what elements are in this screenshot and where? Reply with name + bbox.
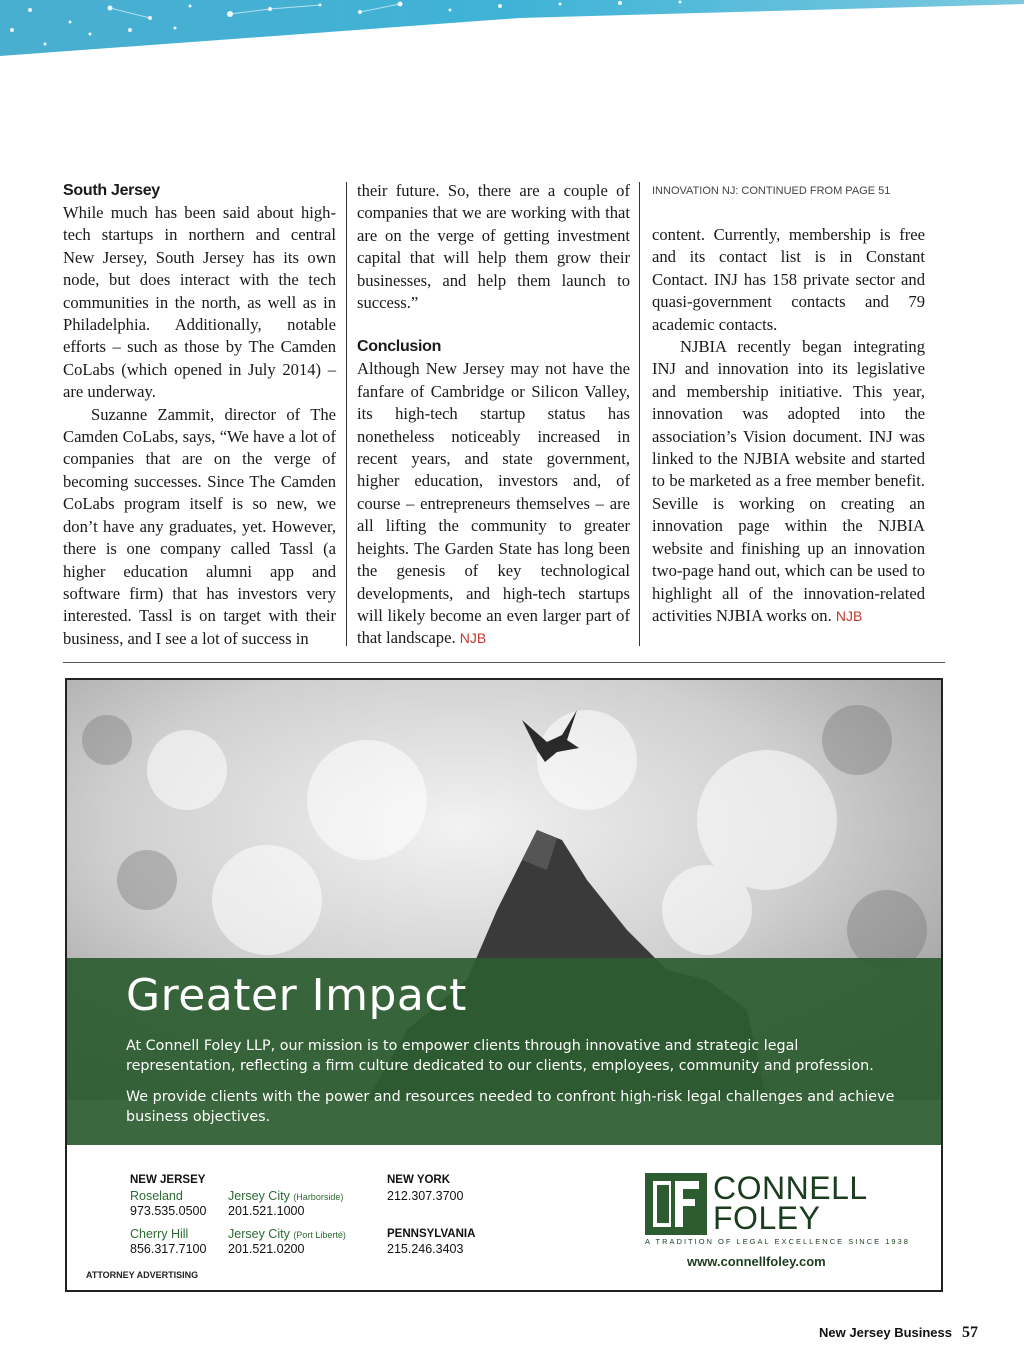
article-column-3	[652, 180, 925, 627]
logo-tagline: A TRADITION OF LEGAL EXCELLENCE SINCE 1938	[645, 1237, 910, 1246]
office-phone: 201.521.1000	[228, 1204, 305, 1218]
ad-body-text: At Connell Foley LLP, our mission is to empower clients through innovative and strategic legal representation, reflecting a firm culture dedicated to our clients, employees, community and profession.	[126, 1038, 874, 1074]
office-phone: 973.535.0500	[130, 1204, 207, 1218]
office-phone: 212.307.3700	[387, 1189, 464, 1203]
paragraph-text: NJBIA recently began integrating INJ and innovation into its legislative and membership initiative. This year, innovation was adopted into the association’s Vision document. INJ was linked to the NJBIA website and started to be marketed as a free member benefit. Seville is working on creating an innovation page within the NJBIA website and finishing up an innovation two-page hand out, which can be used to highlight all of the innovation-related activities NJBIA works on.	[652, 337, 925, 625]
region-label: NEW YORK	[387, 1174, 451, 1186]
office-city: Roseland	[130, 1189, 183, 1203]
end-mark: NJB	[835, 607, 863, 624]
decorative-banner	[0, 0, 1024, 58]
horizontal-divider	[63, 662, 945, 663]
article-column-1	[63, 180, 336, 650]
office-city: Jersey City (Harborside)	[228, 1189, 344, 1203]
paragraph	[357, 358, 630, 649]
connell-foley-logo	[645, 1170, 910, 1246]
page-number: 57	[962, 1324, 978, 1341]
office-phone: 856.317.7100	[130, 1242, 207, 1256]
office-city: Cherry Hill	[130, 1227, 189, 1241]
ad-contact-section	[67, 1145, 941, 1290]
continued-from-label: INNOVATION NJ: CONTINUED FROM PAGE 51	[652, 185, 891, 197]
ad-green-band	[67, 958, 941, 1145]
region-label: NEW JERSEY	[130, 1174, 206, 1186]
paragraph: While much has been said about high-tech startups in northern and central New Jersey, South Jersey has its own node, but does interact with the tech communities in the north, as well as in Philadelphia. Additionally, notable efforts – such as those by The Camden CoLabs (which opened in July 2014) – are underway.	[63, 203, 336, 402]
publication-name: New Jersey Business	[819, 1325, 952, 1340]
paragraph: content. Currently, membership is free and its contact list is in Constant Contact. INJ has 158 private sector and quasi-government contacts and 79 academic contacts.	[652, 225, 925, 334]
website-link[interactable]: www.connellfoley.com	[687, 1254, 826, 1269]
attorney-advertising-label: ATTORNEY ADVERTISING	[86, 1270, 199, 1280]
end-mark: NJB	[459, 630, 487, 647]
page-footer	[819, 1324, 978, 1342]
column-divider	[346, 182, 347, 646]
paragraph	[652, 336, 925, 627]
office-phone: 215.246.3403	[387, 1242, 464, 1256]
region-label: PENNSYLVANIA	[387, 1228, 476, 1240]
connell-foley-advertisement	[65, 678, 943, 1292]
section-heading-conclusion: Conclusion	[357, 338, 442, 356]
office-phone: 201.521.0200	[228, 1242, 305, 1256]
ad-body-text: We provide clients with the power and resources needed to confront high-risk legal challenges and achieve business objectives.	[126, 1089, 895, 1125]
ad-headline: Greater Impact	[126, 970, 467, 1021]
paragraph-text: Although New Jersey may not have the fanfare of Cambridge or Silicon Valley, its high-tech startup status has nonetheless noticeably increased in recent years, and state government, higher education, investors and, of course – entrepreneurs themselves – are all lifting the community to greater heights. The Garden State has long been the genesis of key technological developments, and high-tech startups will likely become an even larger part of that landscape.	[357, 359, 630, 648]
column-divider	[639, 182, 640, 646]
section-heading-south-jersey: South Jersey	[63, 182, 160, 199]
cf-logo-icon	[645, 1173, 707, 1235]
logo-wordmark: CONNELL FOLEY	[713, 1170, 868, 1236]
paragraph: Suzanne Zammit, director of The Camden CoLabs, says, “We have a lot of companies that are on the verge of becoming successes. Since The Camden CoLabs program itself is so new, we don’t have any graduates, yet. However, there is one company called Tassl (a higher education alumni app and software firm) that has investors very interested. Tassl is on target with their business, and I see a lot of success in	[63, 404, 336, 648]
paragraph: their future. So, there are a couple of companies that we are working with that are on the verge of getting investment capital that will help them grow their businesses, and help them launch to success.”	[357, 181, 630, 313]
office-city: Jersey City (Port Liberté)	[228, 1227, 346, 1241]
article-column-2	[357, 180, 630, 650]
